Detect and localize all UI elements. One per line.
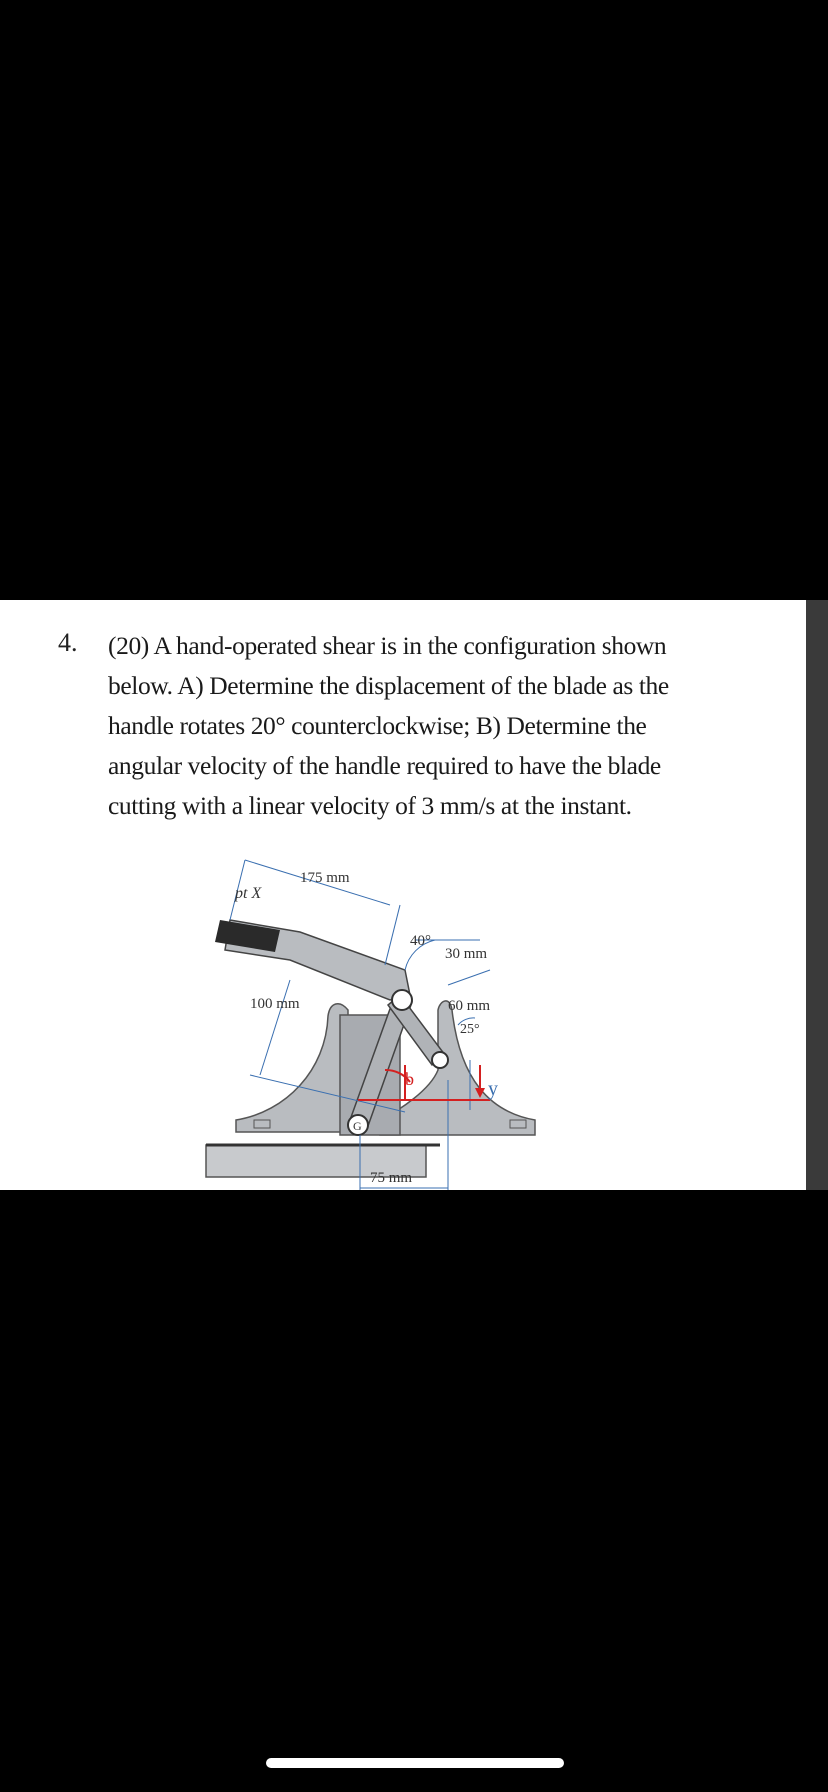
problem-line: (20) A hand-operated shear is in the configuration shown bbox=[108, 631, 667, 660]
problem-line: below. A) Determine the displacement of the blade as the bbox=[108, 671, 669, 700]
pin-top bbox=[392, 990, 412, 1010]
pin-G-label: G bbox=[353, 1119, 362, 1133]
dim-100-label: 100 mm bbox=[250, 996, 300, 1012]
dim-75-label: 75 mm bbox=[370, 1170, 413, 1186]
pt-x-label: pt X bbox=[235, 885, 262, 902]
left-support bbox=[236, 1004, 348, 1132]
problem-number: 4. bbox=[58, 628, 78, 657]
scrollbar-track[interactable] bbox=[806, 600, 828, 1190]
angle-25-label: 25° bbox=[460, 1022, 480, 1037]
pin-mid bbox=[432, 1052, 448, 1068]
angle-40-label: 40° bbox=[410, 933, 431, 949]
dim-175-label: 175 mm bbox=[300, 870, 350, 886]
home-indicator-bar[interactable] bbox=[266, 1758, 564, 1768]
problem-line: handle rotates 20° counterclockwise; B) Determine the bbox=[108, 711, 647, 740]
problem-card bbox=[0, 600, 806, 1190]
dim-30-label: 30 mm bbox=[445, 946, 488, 962]
problem-line: cutting with a linear velocity of 3 mm/s at the instant. bbox=[108, 791, 632, 820]
problem-statement bbox=[108, 626, 708, 826]
b-label: b bbox=[405, 1069, 414, 1089]
y-label: y bbox=[488, 1078, 498, 1100]
problem-line: angular velocity of the handle required to have the blade bbox=[108, 751, 661, 780]
dim-60-label: 60 mm bbox=[448, 998, 491, 1014]
shear-mechanism-figure bbox=[190, 820, 770, 1190]
